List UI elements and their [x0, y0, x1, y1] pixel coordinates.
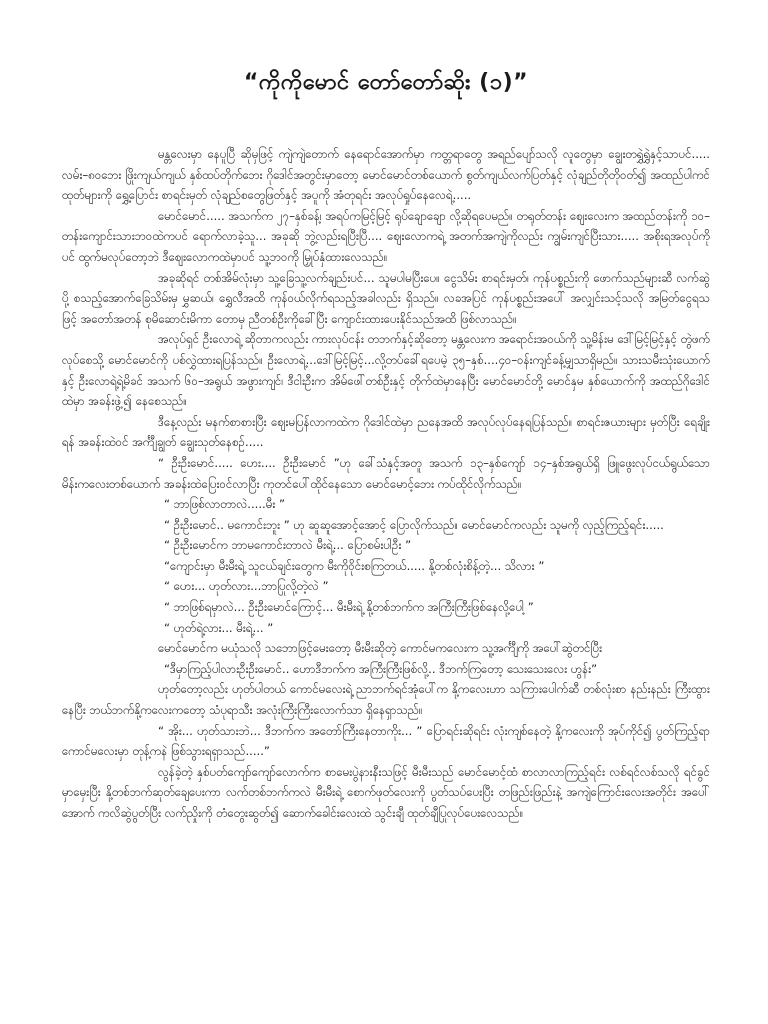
- dialogue-line: “ဒီမှာကြည့်ပါလားဦးဦးမောင်.. ဟောဒီဘက်က အကြီးကြီးဖြစ်လို့.. ဒီဘက်ကြတော့ သေးသေးလေး ဟွန်း”: [164, 661, 598, 676]
- dialogue-line: “ ဟေး... ဟုတ်လား...ဘာပြုလို့တဲ့လဲ ”: [164, 579, 329, 594]
- body-paragraph: အလုပ်ရှင် ဦးလောရဲ့ ဆိုတာကလည်း ကားလုပ်ငန်း တဘက်နှင့်ဆိုတော့ မန္တလေးက အရောင်းအဝယ်ကို သူ့မိန်းမ ဒေါ်မြင့်မြင့်နှင့် တွဲဖက်လုပ်စေသို့ မောင်မောင်ကို ပစ်လွှဲထားရပြန်သည်။ ဦးလောရဲ့...ဒေါ်မြင့်မြင့်...လို့တပ်ခေါ်ရပေမဲ့ ၃၅–နှစ်....၄၀–ဝန်းကျင်ခန့်မျှသာရှိမည်။ သားသမီးသုံးယောက်နှင့် ဦးလောရဲ့ရဲ့မိခင် အသက် ၆၀–အရွယ် အဖွားကျင်၊ ဒီငါးဦးက အိမ်ဖေါ်တစ်ဦးနှင့် တိုက်ထဲမှာနေပြီး မောင်မောင်တို့ မောင်နှမ နှစ်ယောက်ကို အထည်ဂိုဒေါင်ထဲမှာ အခန်းဖွဲ့၍ နေစေသည်။: [62, 332, 710, 409]
- dialogue-line: “ ဘာဖြစ်ရမှာလဲ... ဦးဦးမောင်ကြောင့်... မီးမီးရဲ့ နို့တစ်ဘက်က အကြီးကြီးဖြစ်နေလို့ပေါ့ ”: [164, 600, 534, 615]
- document-body: [62, 144, 710, 824]
- body-paragraph: “ ဦးဦးမောင်..... ဟေး.... ဦးဦးမောင် ”ဟု ခေါ်သံနှင့်အတူ အသက် ၁၃–နှစ်ကျော် ၁၄–နှစ်အရွယ်ရှိ ဖြူဖွေးလုပ်ငယ်ရွယ်သော မိန်းကလေးတစ်ယောက် အခန်းထဲပြေးဝင်လာပြီး ကုတင်ပေါ်ထိုင်နေသော မောင်မောင့်ဘေး ကပ်ထိုင်လိုက်သည်။: [62, 455, 710, 491]
- page-title: “ကိုကိုမောင် တော်တော်ဆိုး (၁)”: [243, 70, 529, 95]
- dialogue-line: “ ဟုတ်ရဲ့လား... မီးရဲ့... ”: [164, 620, 274, 635]
- body-paragraph: “ အိုး... ဟုတ်သားဘဲ... ဒီဘက်က အတော်ကြီးနေတာကိုး... ” ပြောရင်းဆိုရင်း လုံးကျစ်နေတဲ့ နို့ကလေးကို အုပ်ကိုင်၍ ပွတ်ကြည့်ရာ ကောင်မလေးမှာ တုန့်ကနဲ ဖြစ်သွားရရှာသည်.....”: [62, 723, 710, 759]
- body-paragraph: ဒီနေ့လည်း မနက်စာစားပြီး ဈေးမပြန်လာကထဲက ဂိုဒေါင်ထဲမှာ ညနေအထိ အလုပ်လုပ်နေရပြန်သည်။ စာရင်းဇယားများ မှတ်ပြီး ရေချိုးရန် အခန်းထဲဝင် အင်္ကျီချွတ် ချွေးသုတ်နေစဉ်.....: [62, 414, 710, 450]
- body-paragraph: လွန်ခဲ့တဲ့ နှစ်ပတ်ကျော်ကျော်လောက်က စာမေးပွဲနားနီးသဖြင့် မီးမီးသည် မောင်မောင့်ထံ စာလာလာကြည့်ရင်း လစ်ရင်လစ်သလို ရင်ခွင်မှာမှေးပြီး နို့တစ်ဘက်ဆုတ်ချေပေးကာ လက်တစ်ဘက်ကလဲ မီးမီးရဲ့ စောက်ဖုတ်လေးကို ပွတ်သပ်ပေးပြီး တဖြည်းဖြည်းနဲ့ အကျဲကြောင်းလေးအတိုင်း အပေါ်အောက် ကလိဆွဲပွတ်ပြီး လက်ညှိုးကို တံတွေးဆွတ်၍ ဆောက်ခေါင်းလေးထဲ သွင်းချီ ထုတ်ချီပြုလုပ်ပေးလေသည်။: [62, 764, 710, 820]
- dialogue-line: “ ဘာဖြစ်လာတာလဲ.....မီး ”: [164, 497, 285, 512]
- body-paragraph: ဟုတ်တော့လည်း ဟုတ်ပါတယ် ကောင်မလေးရဲ့ ညာဘက်ရင်အုံပေါ်က နို့ကလေးဟာ သကြားပေါက်ဆီ တစ်လုံးစာ နည်းနည်း ကြီးထွားနေပြီး ဘယ်ဘက်နို့ကလေးကတော့ သံပုရာသီး အလုံးကြီးကြီးလောက်သာ ရှိနေရှာသည်။: [62, 682, 710, 718]
- dialogue-line: “ ဦးဦးမောင်က ဘာမကောင်းတာလဲ မီးရဲ့... ပြောစမ်းပါဦး ”: [164, 538, 412, 553]
- body-paragraph: မောင်မောင်က မယုံသလို သဘောဖြင့်မေးတော့ မီးမီးဆိုတဲ့ ကောင်မကလေးက သူ့အင်္ကျီကို အပေါ်ဆွဲတင်ပြီး: [158, 641, 603, 656]
- body-paragraph: အခုဆိုရင် တစ်အိမ်လုံးမှာ သူ့ခြေသူ့လက်ချည်းပင်... သူမပါမပြီးပေ။ ငွေသိမ်း စာရင်းမှတ်၊ ကုန်ပစ္စည်းကို ဖောက်သည်များဆီ လက်ဆွဲပို့ စသည့်အောက်ခြေသိမ်းမှ မွှဆယ်၊ ရွှေလီအထိ ကုန်ဝယ်လိုက်ရသည့်အခါလည်း ရှိသည်။ လခအပြင် ကုန်ပစ္စည်းအပေါ် အလျှင်းသင့်သလို အမြတ်ငွေရသဖြင့် အတော်အတန် စုမိဆောင်းမိကာ တောမှ ညီတစ်ဦးကိုခေါ်ပြီး ကျောင်းထားပေးနိုင်သည်အထိ ဖြစ်လာသည်။: [62, 270, 710, 326]
- body-paragraph: မောင်မောင်..... အသက်က ၂၇–နှစ်ခန့်၊ အရပ်ကမြင့်မြင့် ရုပ်ချောချော လို့ဆိုရပေမည်။ တရုတ်တန်း ဈေးလေးက အထည်တန်းကို ၁၀–တန်းကျောင်းသားဘဝထဲကပင် ရောက်လာခဲ့သူ... အခုဆို ဘွဲ့လည်းရပြီးပြီ.... ဈေးလောကရဲ့ အတက်အကျဲကိုလည်း ကျွမ်းကျင်ပြီးသား..... အစိုးရအလုပ်ကိုပင် ထွက်မလုပ်တော့ဘဲ ဒီဈေးလောကထဲမှာပင် သူ့ဘဝကို မြှုပ်နှံထားလေသည်။: [62, 208, 710, 264]
- dialogue-line: “ ဦးဦးမောင်.. မကောင်းဘူး ” ဟု ဆူဆူအောင့်အောင့် ပြောလိုက်သည်။ မောင်မောင်ကလည်း သူမကို လှည့်ကြည့်ရင်း.....: [164, 517, 664, 532]
- dialogue-line: “ကျောင်းမှာ မီးမီးရဲ့ သူငယ်ချင်းတွေက မီးကိုဝိုင်းစကြတယ်..... နို့တစ်လုံးစိန့်တဲ့... သိလား ”: [164, 558, 545, 573]
- body-paragraph: မန္တလေးမှာ နေပူပြီ ဆိုမှဖြင့် ကျဲကျဲတောက် နေရောင်အောက်မှာ ကတ္တရာတွေ အရည်ပျော်သလို လူတွေမှာ ချွေးတရွှဲရွှဲနှင့်သာပင်..... လမ်း–၈၀ဘေး ဖြိုးကျယ်ကျယ် နှစ်ထပ်တိုက်ဘေး ဂိုဒေါင်အတွင်းမှာတော့ မောင်မောင်တစ်ယောက် စွတ်ကျယ်လက်ပြတ်နှင့် လုံချည်တိုတိုဝတ်၍ အထည်ပါကင်ထုတ်များကို ရွှေ့ပြောင်း စာရင်းမှတ် လုံချည်စတွေဖြတ်နှင့် အပူကို အံတုရင်း အလုပ်ရှုပ်နေလေရဲ့.....: [62, 147, 710, 203]
